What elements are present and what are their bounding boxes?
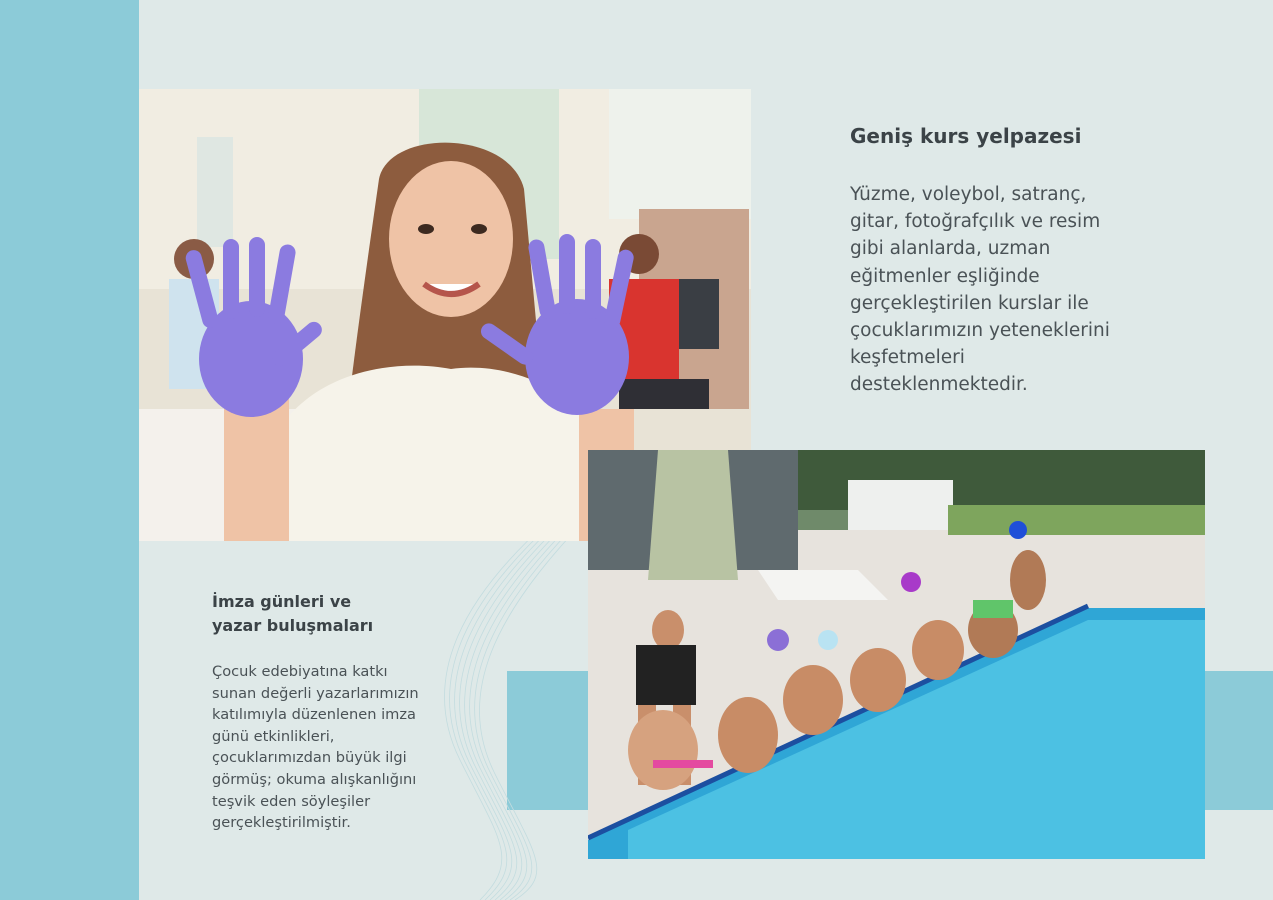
heading-signing-days xyxy=(212,590,412,638)
decorative-wave-lines xyxy=(400,520,600,900)
heading-signing-days-line1: İmza günleri ve xyxy=(212,592,352,611)
heading-course-range: Geniş kurs yelpazesi xyxy=(850,124,1082,148)
body-course-range: Yüzme, voleybol, satranç, gitar, fotoğrafçılık ve resim gibi alanlarda, uzman eğitmenler eşliğinde gerçekleştirilen kurslar ile çocuklarımızın yeteneklerini keşfetmeleri desteklenmektedir. xyxy=(850,184,1110,396)
accent-block-right xyxy=(1204,671,1273,810)
body-signing-days: Çocuk edebiyatına katkı sunan değerli yazarlarımızın katılımıyla düzenlenen imza günü etkinlikleri, çocuklarımızdan büyük ilgi görmüş; okuma alışkanlığını teşvik eden söyleşiler gerçekleştirilmiştir. xyxy=(212,663,419,832)
photo-swimming-lesson xyxy=(588,450,1205,859)
left-accent-band xyxy=(0,0,139,900)
heading-signing-days-line2: yazar buluşmaları xyxy=(212,616,374,635)
